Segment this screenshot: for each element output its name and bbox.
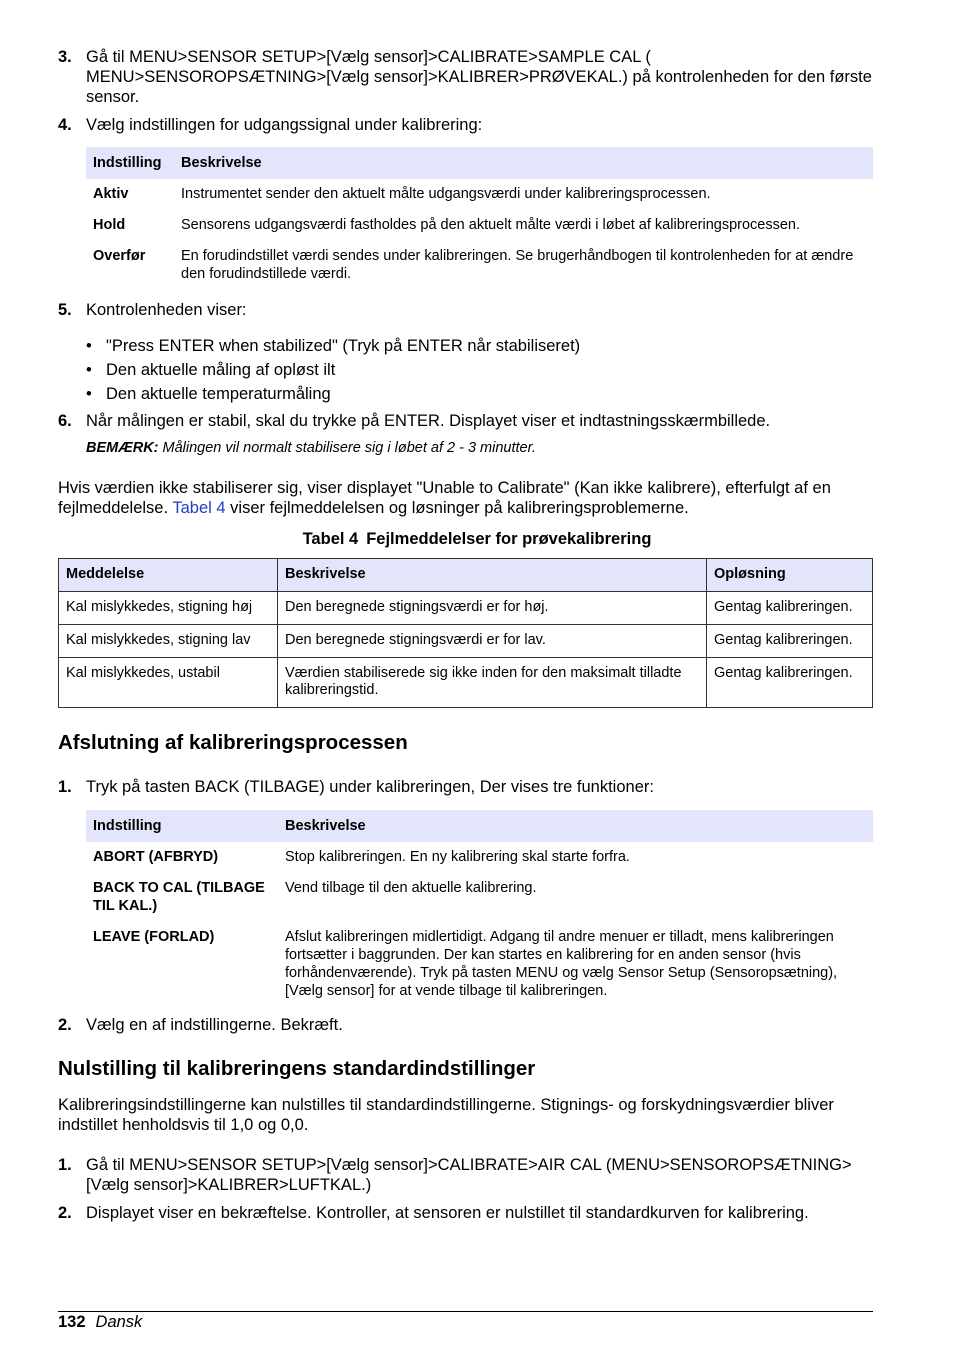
step-5-bullet-list [86, 336, 866, 408]
note-text: Målingen vil normalt stabilisere sig i løbet af 2 - 3 minutter. [162, 440, 536, 456]
footer-language: Dansk [95, 1313, 143, 1331]
paragraph-unable-to-calibrate [58, 478, 873, 518]
table-row [86, 873, 873, 922]
back-option-table [86, 810, 873, 1007]
table-row [59, 592, 873, 625]
message-cell: Kal mislykkedes, stigning høj [59, 592, 278, 625]
table-row [86, 179, 873, 210]
table-row [86, 241, 873, 290]
header-beskrivelse: Beskrivelse [278, 559, 707, 592]
section-heading-nulstilling: Nulstilling til kalibreringens standardindstillinger [58, 1057, 536, 1080]
step-text: Displayet viser en bekræftelse. Kontroller, at sensoren er nulstillet til standardkurven for kalibrering. [86, 1204, 809, 1222]
resolution-cell: Gentag kalibreringen. [707, 592, 873, 625]
table-row [59, 625, 873, 658]
list-item: • Den aktuelle temperaturmåling [86, 384, 866, 408]
list-item: • "Press ENTER when stabilized" (Tryk på ENTER når stabiliseret) [86, 336, 866, 360]
step-number: 1. [58, 1156, 72, 1174]
page-footer [58, 1312, 142, 1332]
header-oploesning: Opløsning [707, 559, 873, 592]
section1-step-1 [58, 777, 873, 797]
step-number: 1. [58, 778, 72, 796]
step-text: Gå til MENU>SENSOR SETUP>[Vælg sensor]>CALIBRATE>AIR CAL (MENU>SENSOROPSÆTNING>[Vælg sensor]>KALIBRER>LUFTKAL.) [86, 1156, 852, 1194]
step-number: 5. [58, 301, 72, 319]
paragraph-text: Hvis værdien ikke stabiliserer sig, viser displayet "Unable to Calibrate" (Kan ikke kalibrere), efterfulgt af en fejlmeddelelse. [58, 479, 831, 517]
footer-divider [58, 1311, 873, 1312]
section1-step-2 [58, 1015, 873, 1035]
header-beskrivelse: Beskrivelse [278, 810, 873, 842]
option-key: Aktiv [93, 186, 129, 202]
caption-number: Tabel 4 [302, 530, 359, 548]
description-cell: Den beregnede stigningsværdi er for høj. [278, 592, 707, 625]
option-desc: Vend tilbage til den aktuelle kalibrering. [285, 880, 537, 896]
header-beskrivelse: Beskrivelse [174, 147, 873, 179]
step-text: Vælg en af indstillingerne. Bekræft. [86, 1016, 343, 1034]
description-cell: Den beregnede stigningsværdi er for lav. [278, 625, 707, 658]
resolution-cell: Gentag kalibreringen. [707, 658, 873, 708]
description-cell: Værdien stabiliserede sig ikke inden for den maksimalt tilladte kalibreringstid. [278, 658, 707, 708]
section2-intro: Kalibreringsindstillingerne kan nulstilles til standardindstillingerne. Stignings- og forskydningsværdier bliver indstillet henholdsvis til 1,0 og 0,0. [58, 1096, 834, 1134]
section2-step-2 [58, 1203, 873, 1223]
table-header-row [86, 147, 873, 179]
table-row [59, 658, 873, 708]
table-row [86, 922, 873, 1007]
list-item: • Den aktuelle måling af opløst ilt [86, 360, 866, 384]
option-desc: Afslut kalibreringen midlertidigt. Adgang til andre menuer er tilladt, mens kalibreringen fortsætter i baggrunden. Der kan startes en kalibrering for en anden sensor (hvis forhåndenværende). Tryk på tasten MENU og vælg Sensor Setup (Sensoropsætning), [Vælg sensor] for at vende tilbage til kalibreringen. [285, 929, 838, 999]
table-header-row [59, 559, 873, 592]
step-text: Vælg indstillingen for udgangssignal under kalibrering: [86, 116, 483, 134]
option-key: BACK TO CAL (TILBAGE TIL KAL.) [93, 880, 265, 914]
table-4-caption [0, 529, 954, 549]
header-indstilling: Indstilling [86, 810, 278, 842]
step-number: 2. [58, 1204, 72, 1222]
resolution-cell: Gentag kalibreringen. [707, 625, 873, 658]
paragraph-text: viser fejlmeddelelsen og løsninger på kalibreringsproblemerne. [230, 499, 689, 517]
message-cell: Kal mislykkedes, ustabil [59, 658, 278, 708]
option-desc: Sensorens udgangsværdi fastholdes på den aktuelt målte værdi i løbet af kalibreringsprocessen. [181, 217, 801, 233]
step-3 [58, 47, 873, 107]
step-number: 2. [58, 1016, 72, 1034]
option-desc: Instrumentet sender den aktuelt målte udgangsværdi under kalibreringsprocessen. [181, 186, 711, 202]
section-heading-afslutning: Afslutning af kalibreringsprocessen [58, 731, 408, 754]
table-row [86, 842, 873, 873]
step-text: Tryk på tasten BACK (TILBAGE) under kalibreringen, Der vises tre funktioner: [86, 778, 654, 796]
option-key: Hold [93, 217, 126, 233]
output-option-table [86, 147, 873, 290]
table-4-link[interactable]: Tabel 4 [172, 499, 226, 517]
option-desc: Stop kalibreringen. En ny kalibrering skal starte forfra. [285, 849, 630, 865]
table-row [86, 210, 873, 241]
step-text: Gå til MENU>SENSOR SETUP>[Vælg sensor]>CALIBRATE>SAMPLE CAL ( MENU>SENSOROPSÆTNING>[Vælg sensor]>KALIBRER>PRØVEKAL.) på kontrolenheden for den første sensor. [86, 48, 872, 106]
note [86, 439, 536, 457]
note-label: BEMÆRK: [86, 440, 159, 456]
option-key: LEAVE (FORLAD) [93, 929, 215, 945]
header-indstilling: Indstilling [86, 147, 174, 179]
step-6 [58, 411, 873, 431]
option-desc: En forudindstillet værdi sendes under kalibreringen. Se brugerhåndbogen til kontrolenheden for at ændre den forudindstillede værdi. [181, 248, 854, 282]
step-4 [58, 115, 873, 135]
option-key: Overfør [93, 248, 146, 264]
option-key: ABORT (AFBRYD) [93, 849, 219, 865]
step-text: Kontrolenheden viser: [86, 301, 247, 319]
section2-step-1 [58, 1155, 873, 1195]
page-number: 132 [58, 1313, 86, 1331]
error-message-table [58, 558, 873, 708]
header-meddelelse: Meddelelse [59, 559, 278, 592]
step-number: 4. [58, 116, 72, 134]
step-text: Når målingen er stabil, skal du trykke på ENTER. Displayet viser et indtastningsskærmbillede. [86, 412, 771, 430]
step-number: 3. [58, 48, 72, 66]
table-header-row [86, 810, 873, 842]
step-5 [58, 300, 873, 320]
caption-title: Fejlmeddelelser for prøvekalibrering [366, 530, 652, 548]
message-cell: Kal mislykkedes, stigning lav [59, 625, 278, 658]
step-number: 6. [58, 412, 72, 430]
